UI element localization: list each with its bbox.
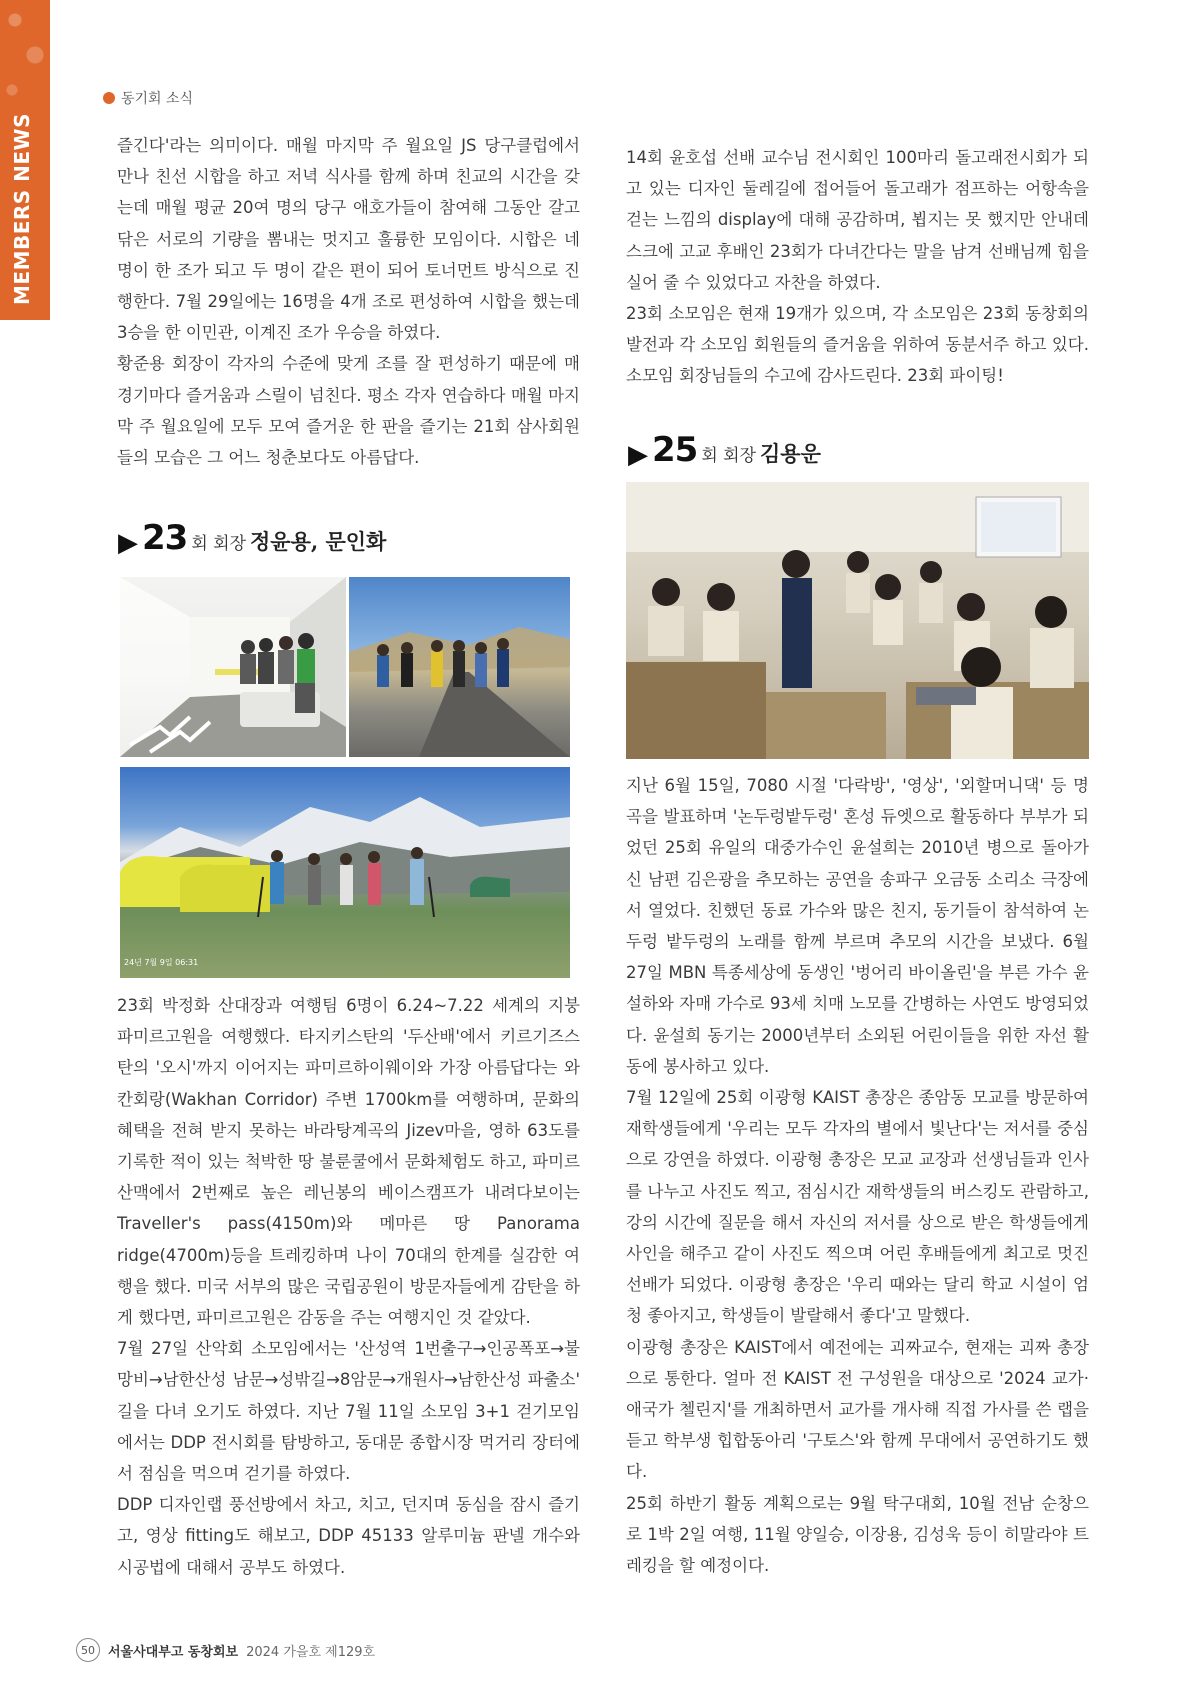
members-news-label: MEMBERS NEWS	[10, 112, 34, 305]
camp-illustration	[120, 767, 570, 978]
heading-names: 정윤용, 문인화	[250, 529, 387, 554]
paragraph: 황준용 회장이 각자의 수준에 맞게 조를 잘 편성하기 때문에 매 경기마다 즐거움과 스릴이 넘친다. 평소 각자 연습하다 매월 마지막 주 월요일에 모두 모여 즐거운 한 판을 즐기는 21회 삼사회원들의 모습은 그 어느 청춘보다도 아름답다.	[117, 354, 580, 468]
issue-label: 2024 가을호 제129호	[246, 1644, 376, 1660]
paragraph: 25회 하반기 활동 계획으로는 9월 탁구대회, 10월 전남 순창으로 1박 2일 여행, 11월 양일승, 이장용, 김성욱 등이 히말라야 트레킹을 할 예정이다.	[626, 1493, 1089, 1576]
floral-ornament	[0, 0, 50, 110]
heading-role: 회 회장	[701, 446, 756, 466]
paragraph: DDP 디자인랩 풍선방에서 차고, 치고, 던지며 동심을 잠시 즐기고, 영상 fitting도 해보고, DDP 45133 알루미늄 판넬 개수와 시공법에 대해서 공부도 하였다.	[117, 1495, 580, 1577]
paragraph: 이광형 총장은 KAIST에서 예전에는 괴짜교수, 현재는 괴짜 총장으로 통한다. 얼마 전 KAIST 전 구성원을 대상으로 '2024 교가·애국가 첼린지'를 개최하면서 교가를 개사해 직접 가사를 쓴 랩을 듣고 학부생 힙합동아리 '구토스'와 함께 무대에서 공연하기도 했다.	[626, 1337, 1089, 1482]
section-tag	[103, 88, 193, 108]
photo-timestamp: 24년 7월 9일 06:31	[124, 958, 199, 967]
paragraph: 23회 소모임은 현재 19개가 있으며, 각 소모임은 23회 동창회의 발전과 각 소모임 회원들의 즐거움을 위하여 동분서주 하고 있다. 소모임 회장님들의 수고에 감사드린다. 23회 파이팅!	[626, 304, 1089, 386]
paragraph: 7월 12일에 25회 이광형 KAIST 총장은 종암동 모교를 방문하여 재학생들에게 '우리는 모두 각자의 별에서 빛난다'는 저서를 중심으로 강연을 하였다. 이광형 총장은 모교 교장과 선생님들과 인사를 나누고 사진도 찍고, 점심시간 재학생들의 버스킹도 관람하고, 강의 시간에 질문을 해서 자신의 저서를 상으로 받은 학생들에게 사인을 해주고 같이 사진도 찍으며 어린 후배들에게 최고로 멋진 선배가 되었다. 이광형 총장은 '우리 때와는 달리 학교 시설이 엄청 좋아지고, 학생들이 발랄해서 좋다'고 말했다.	[626, 1088, 1089, 1326]
arrow-right-icon: ▶	[118, 528, 138, 558]
road-illustration	[349, 577, 570, 757]
left-body-text	[117, 990, 580, 1583]
paragraph: 지난 6월 15일, 7080 시절 '다락방', '영상', '외할머니댁' 등 명곡을 발표하며 '논두렁밭두렁' 혼성 듀엣으로 활동하다 부부가 되었던 25회 유일의 대중가수인 윤설희는 2010년 병으로 돌아가신 남편 김은광을 추모하는 공연을 송파구 오금동 소리소 극장에서 열었다. 친했던 동료 가수와 많은 친지, 동기들이 참석하여 논두렁 밭두렁의 노래를 함께 부르며 추모의 시간을 보냈다. 6월 27일 MBN 특종세상에 동생인 '벙어리 바이올린'을 부른 가수 윤설하와 자매 가수로 93세 치매 노모를 간병하는 사연도 방영되었다. 윤설희 동기는 2000년부터 소외된 어린이들을 위한 자선 활동에 봉사하고 있다.	[626, 776, 1089, 1076]
orange-dot-icon	[103, 92, 115, 104]
paragraph: 7월 27일 산악회 소모임에서는 '산성역 1번출구→인공폭포→불망비→남한산성 남문→성밖길→8암문→개원사→남한산성 파출소' 길을 다녀 오기도 하였다. 지난 7월 11일 소모임 3+1 걷기모임에서는 DDP 전시회를 탐방하고, 동대문 종합시장 먹거리 장터에서 점심을 먹으며 걷기를 하였다.	[117, 1339, 580, 1484]
section-heading-25	[628, 430, 821, 470]
paragraph: 23회 박정화 산대장과 여행팀 6명이 6.24~7.22 세계의 지붕 파미르고원을 여행했다. 타지키스탄의 '두산배'에서 키르기즈스탄의 '오시'까지 이어지는 파미르하이웨이와 가장 아름답다는 와칸회랑(Wakhan Corridor) 주변 1700km를 여행하며, 문화의 혜택을 전혀 받지 못하는 바라탕계곡의 Jizev마을, 영하 63도를 기록한 적이 있는 척박한 땅 불룬쿨에서 문화체험도 하고, 파미르산맥에서 2번째로 높은 레닌봉의 베이스캠프가 내려다보이는 Traveller's pass(4150m)와 메마른 땅 Panorama ridge(4700m)등을 트레킹하며 나이 70대의 한계를 실감한 여행을 했다. 미국 서부의 많은 국립공원이 방문자들에게 감탄을 하게 했다면, 파미르고원은 감동을 주는 여행지인 것 같았다.	[117, 996, 580, 1328]
heading-role: 회 회장	[191, 534, 246, 554]
heading-number: 23	[142, 518, 188, 558]
section-tag-label: 동기회 소식	[121, 91, 194, 107]
publication-name: 서울사대부고 동창회보	[108, 1644, 239, 1660]
heading-names: 김용운	[760, 441, 821, 466]
arrow-right-icon: ▶	[628, 440, 648, 470]
photo-classroom	[626, 482, 1089, 759]
page-footer	[76, 1638, 375, 1662]
photo-museum-corridor	[120, 577, 346, 757]
paragraph: 즐긴다'라는 의미이다. 매월 마지막 주 월요일 JS 당구클럽에서 만나 친선 시합을 하고 저녁 식사를 함께 하며 친교의 시간을 갖는데 매월 평균 20여 명의 당구 애호가들이 참여해 그동안 갈고 닦은 서로의 기량을 뽐내는 멋지고 훌륭한 모임이다. 시합은 네 명이 한 조가 되고 두 명이 같은 편이 되어 토너먼트 방식으로 진행한다. 7월 29일에는 16명을 4개 조로 편성하여 시합을 했는데 3승을 한 이민관, 이계진 조가 우승을 하였다.	[117, 136, 580, 343]
left-intro-text	[117, 130, 580, 473]
corridor-illustration	[120, 577, 346, 757]
section-heading-23	[118, 518, 386, 558]
page-number: 50	[76, 1638, 100, 1662]
right-body-text	[626, 770, 1089, 1581]
photo-camp-trekkers	[120, 767, 570, 978]
classroom-illustration	[626, 482, 1089, 759]
heading-number: 25	[652, 430, 698, 470]
side-tab	[0, 0, 50, 320]
photo-hikers-on-road	[349, 577, 570, 757]
paragraph: 14회 윤호섭 선배 교수님 전시회인 100마리 돌고래전시회가 되고 있는 디자인 둘레길에 접어들어 돌고래가 점프하는 어항속을 걷는 느낌의 display에 대해 공감하며, 뵙지는 못 했지만 안내데스크에 고교 후배인 23회가 다녀간다는 말을 남겨 선배님께 힘을 실어 줄 수 있었다고 자찬을 하였다.	[626, 148, 1089, 292]
right-intro-text	[626, 142, 1089, 392]
